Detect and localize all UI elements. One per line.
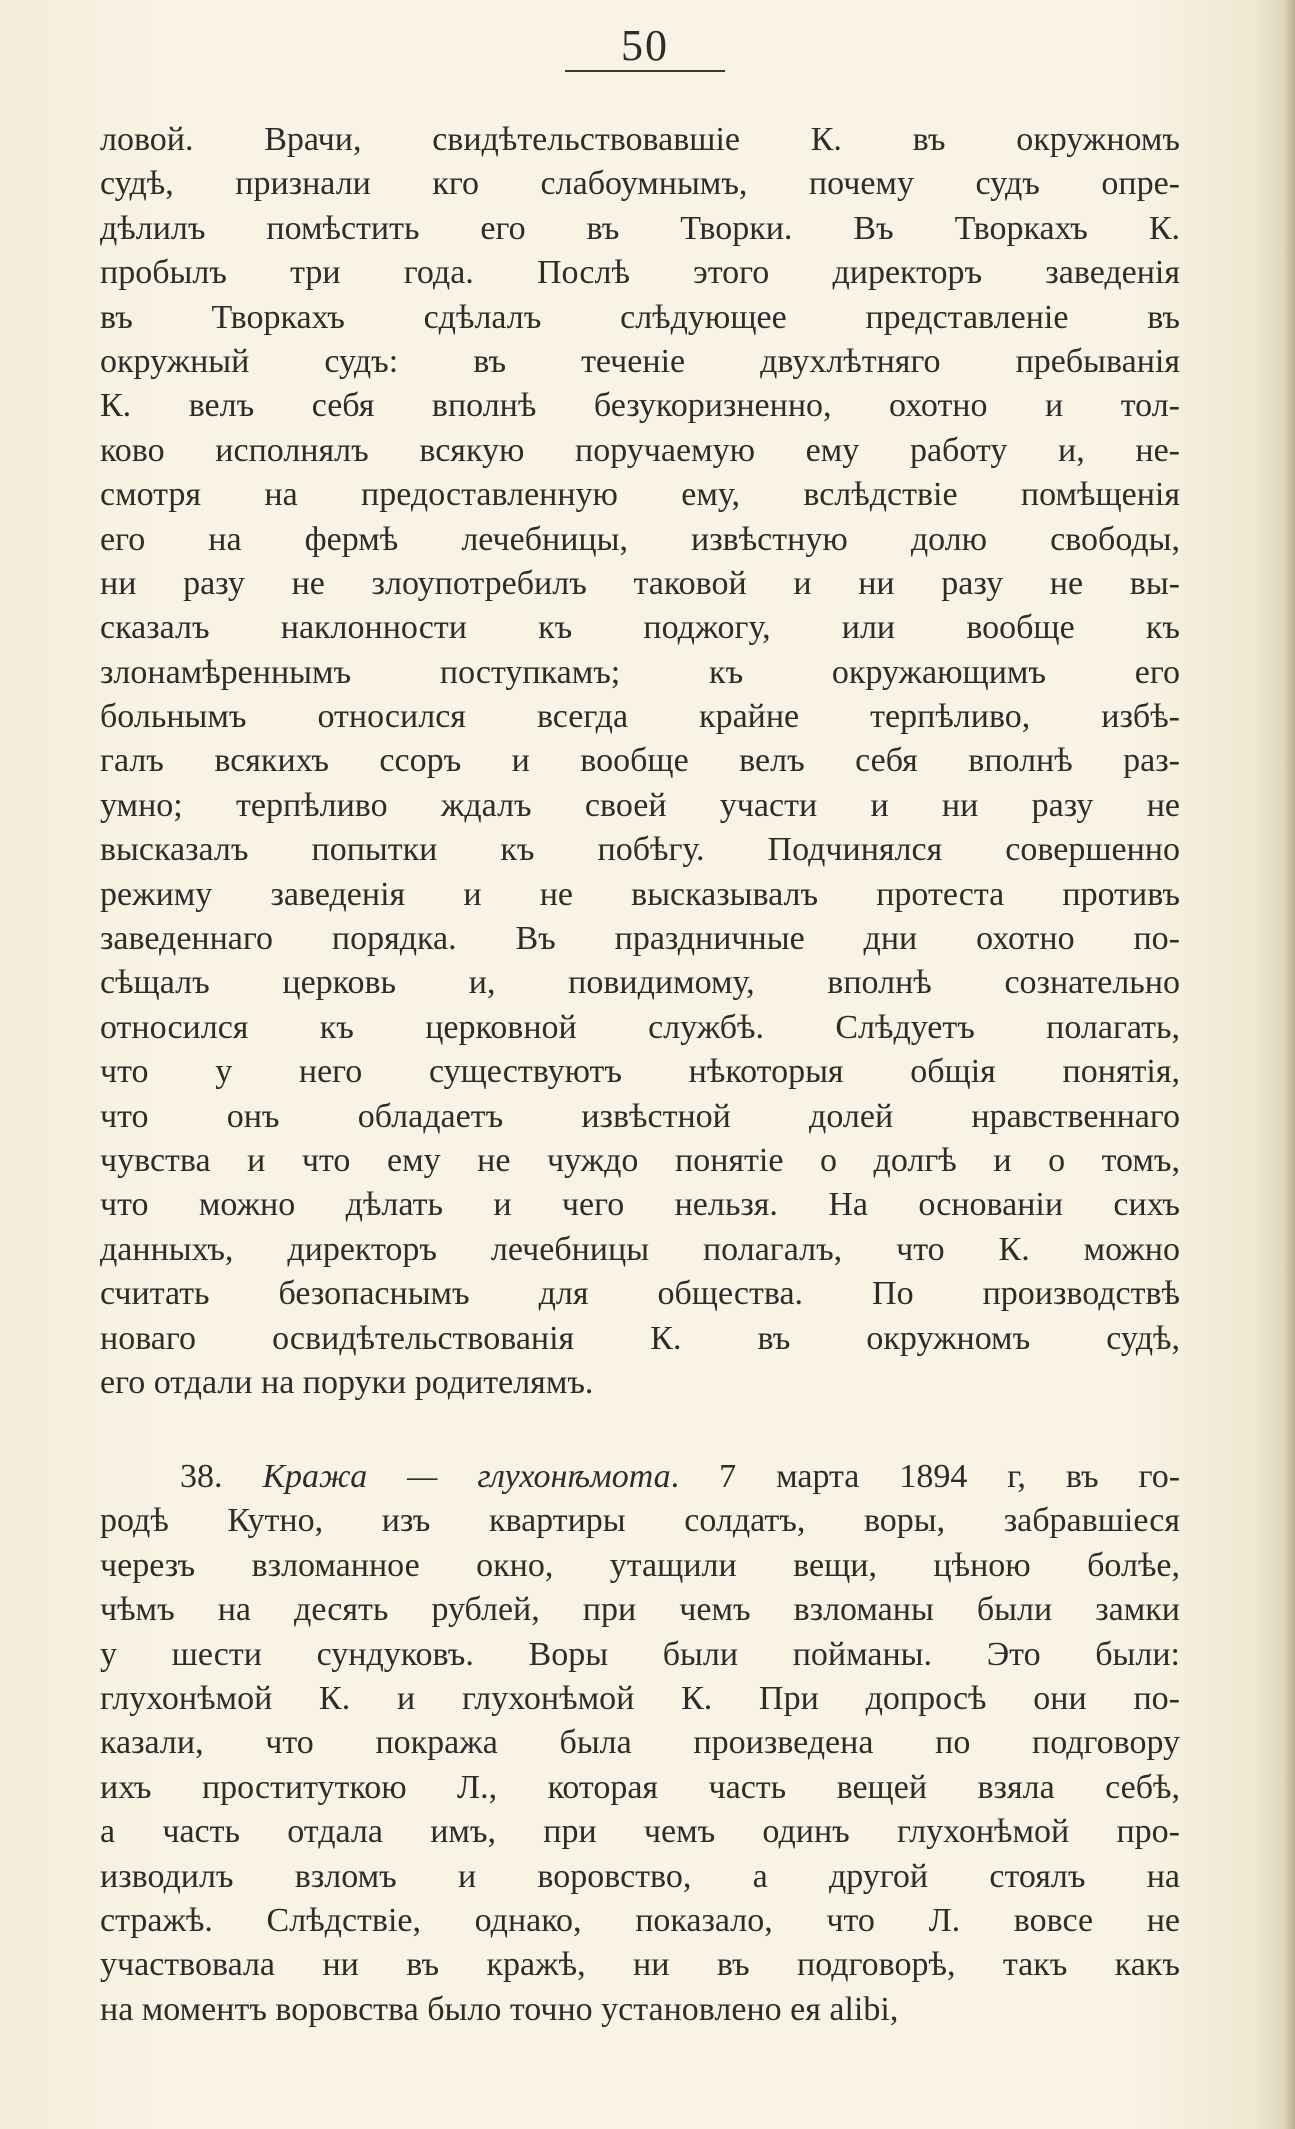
text-line: ихъ проституткою Л., которая часть вещей взяла себѣ, xyxy=(100,1768,1180,1806)
text-line: ни разу не злоупотребилъ таковой и ни разу не вы- xyxy=(100,564,1180,602)
text-line: чѣмъ на десять рублей, при чемъ взломаны были замки xyxy=(100,1591,1180,1629)
text-line: К. велъ себя вполнѣ безукоризненно, охотно и тол- xyxy=(100,387,1180,425)
text-line: считать безопаснымъ для общества. По производствѣ xyxy=(100,1275,1180,1313)
text-line: стражѣ. Слѣдствіе, однако, показало, что Л. вовсе не xyxy=(100,1901,1180,1939)
text-line: пробылъ три года. Послѣ этого директоръ заведенія xyxy=(100,254,1180,292)
page-number: 50 xyxy=(621,21,669,70)
text-line: больнымъ относился всегда крайне терпѣливо, избѣ- xyxy=(100,698,1180,736)
text-line: режиму заведенія и не высказывалъ протеста противъ xyxy=(100,875,1180,913)
paragraph-1 xyxy=(100,118,1180,1405)
text-line: родѣ Кутно, изъ квартиры солдатъ, воры, забравшіеся xyxy=(100,1502,1180,1540)
case-number: 38. xyxy=(180,1458,223,1495)
text-line: ково исполнялъ всякую поручаемую ему работу и, не- xyxy=(100,431,1180,469)
text-line: участвовала ни въ кражѣ, ни въ подговорѣ, такъ какъ xyxy=(100,1946,1180,1984)
text-line: галъ всякихъ ссоръ и вообще велъ себя вполнѣ раз- xyxy=(100,742,1180,780)
text-line: относился къ церковной службѣ. Слѣдуетъ полагать, xyxy=(100,1008,1180,1046)
text-line: на моментъ воровства было точно установлено ея alibi, xyxy=(100,1990,899,2028)
text-line: изводилъ взломъ и воровство, а другой стоялъ на xyxy=(100,1857,1180,1895)
text-line: что онъ обладаетъ извѣстной долей нравственнаго xyxy=(100,1097,1180,1135)
case-heading-line xyxy=(100,1455,1180,1499)
text-line: чувства и что ему не чуждо понятіе о долгѣ и о томъ, xyxy=(100,1141,1180,1179)
text-line: злонамѣреннымъ поступкамъ; къ окружающимъ его xyxy=(100,653,1180,691)
text-line: его на фермѣ лечебницы, извѣстную долю свободы, xyxy=(100,520,1180,558)
text-line: ловой. Врачи, свидѣтельствовавшіе К. въ окружномъ xyxy=(100,121,1180,158)
text-line: что у него существуютъ нѣкоторыя общія понятія, xyxy=(100,1053,1180,1091)
text-line: смотря на предоставленную ему, вслѣдствіе помѣщенія xyxy=(100,476,1180,514)
text-line: судѣ, признали кго слабоумнымъ, почему судъ опре- xyxy=(100,165,1180,203)
text-line: сѣщалъ церковь и, повидимому, вполнѣ сознательно xyxy=(100,964,1180,1002)
case-title: Кража — глухонѣмота xyxy=(262,1458,671,1495)
text-line: глухонѣмой К. и глухонѣмой К. При допросѣ они по- xyxy=(100,1679,1180,1717)
page-edge-shadow xyxy=(1281,0,1295,2129)
text-line: черезъ взломанное окно, утащили вещи, цѣною болѣе, xyxy=(100,1546,1180,1584)
text-line: его отдали на поруки родителямъ. xyxy=(100,1363,594,1401)
text-line: у шести сундуковъ. Воры были пойманы. Это были: xyxy=(100,1635,1180,1673)
text-line: высказалъ попытки къ побѣгу. Подчинялся совершенно xyxy=(100,831,1180,869)
text-line: дѣлилъ помѣстить его въ Творки. Въ Творкахъ К. xyxy=(100,209,1180,247)
page-number-rule xyxy=(565,70,725,72)
text-line: а часть отдала имъ, при чемъ одинъ глухонѣмой про- xyxy=(100,1813,1180,1851)
text-line: окружный судъ: въ теченіе двухлѣтняго пребыванія xyxy=(100,342,1180,380)
paragraph-2 xyxy=(100,1455,1180,2032)
text-line: казали, что покража была произведена по подговору xyxy=(100,1724,1180,1762)
case-heading-rest: . 7 марта 1894 г, въ го- xyxy=(670,1458,1180,1495)
text-line: заведеннаго порядка. Въ праздничные дни охотно по- xyxy=(100,920,1180,958)
text-line: данныхъ, директоръ лечебницы полагалъ, что К. можно xyxy=(100,1230,1180,1268)
text-line: умно; терпѣливо ждалъ своей участи и ни разу не xyxy=(100,786,1180,824)
text-line: что можно дѣлать и чего нельзя. На основаніи сихъ xyxy=(100,1186,1180,1224)
text-line: въ Творкахъ сдѣлалъ слѣдующее представленіе въ xyxy=(100,298,1180,336)
text-line: сказалъ наклонности къ поджогу, или вообще къ xyxy=(100,609,1180,647)
text-line: новаго освидѣтельствованія К. въ окружномъ судѣ, xyxy=(100,1319,1180,1357)
